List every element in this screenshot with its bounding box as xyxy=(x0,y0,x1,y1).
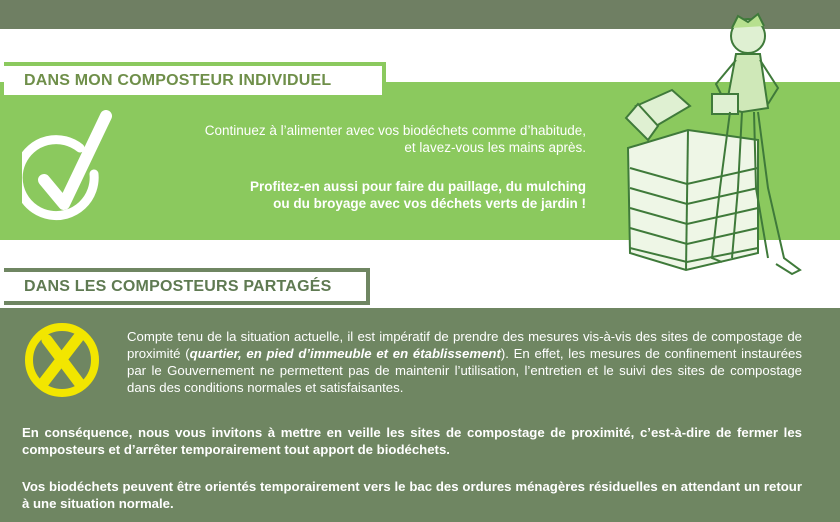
cross-mark-icon xyxy=(22,320,102,400)
section1-tip-line2: ou du broyage avec vos déchets verts de jardin ! xyxy=(273,196,586,211)
section1-line2: et lavez-vous les mains après. xyxy=(404,140,586,155)
section2-para1-end: ). En effet, les mesures de confinement instaurées par le Gouvernement ne permettent pas de maintenir l’utilisation, l’entretien et le suivi des sites de compostage dans des conditions normales et satisfaisantes. xyxy=(127,346,802,395)
section2-para1-emphasis: quartier, en pied d’immeuble et en établissement xyxy=(189,346,501,361)
section2-title xyxy=(4,268,370,305)
section1-line1: Continuez à l’alimenter avec vos biodéchets comme d’habitude, xyxy=(204,123,586,138)
section2-paragraph3: Vos biodéchets peuvent être orientés temporairement vers le bac des ordures ménagères résiduelles en attendant un retour à une situation normale. xyxy=(22,479,802,511)
section1-tip-line1: Profitez-en aussi pour faire du paillage, du mulching xyxy=(249,179,586,194)
check-mark-icon xyxy=(22,110,112,222)
section1-title xyxy=(4,62,386,99)
section2-title-text: DANS LES COMPOSTEURS PARTAGÉS xyxy=(24,277,332,295)
section1-tip xyxy=(120,178,586,212)
section2-para1-start: Compte tenu de la situation actuelle, il est impératif de prendre des mesures vis-à-vis des sites de compostage de proximité ( xyxy=(127,329,802,361)
section2-paragraph2: En conséquence, nous vous invitons à mettre en veille les sites de compostage de proximité, c’est-à-dire de fermer les composteurs et d’arrêter temporairement tout apport de biodéchets. xyxy=(22,425,802,457)
section1-title-text: DANS MON COMPOSTEUR INDIVIDUEL xyxy=(24,71,332,89)
section1-text xyxy=(120,122,586,156)
composter-illustration xyxy=(608,8,840,278)
section2-paragraph1 xyxy=(127,328,802,396)
